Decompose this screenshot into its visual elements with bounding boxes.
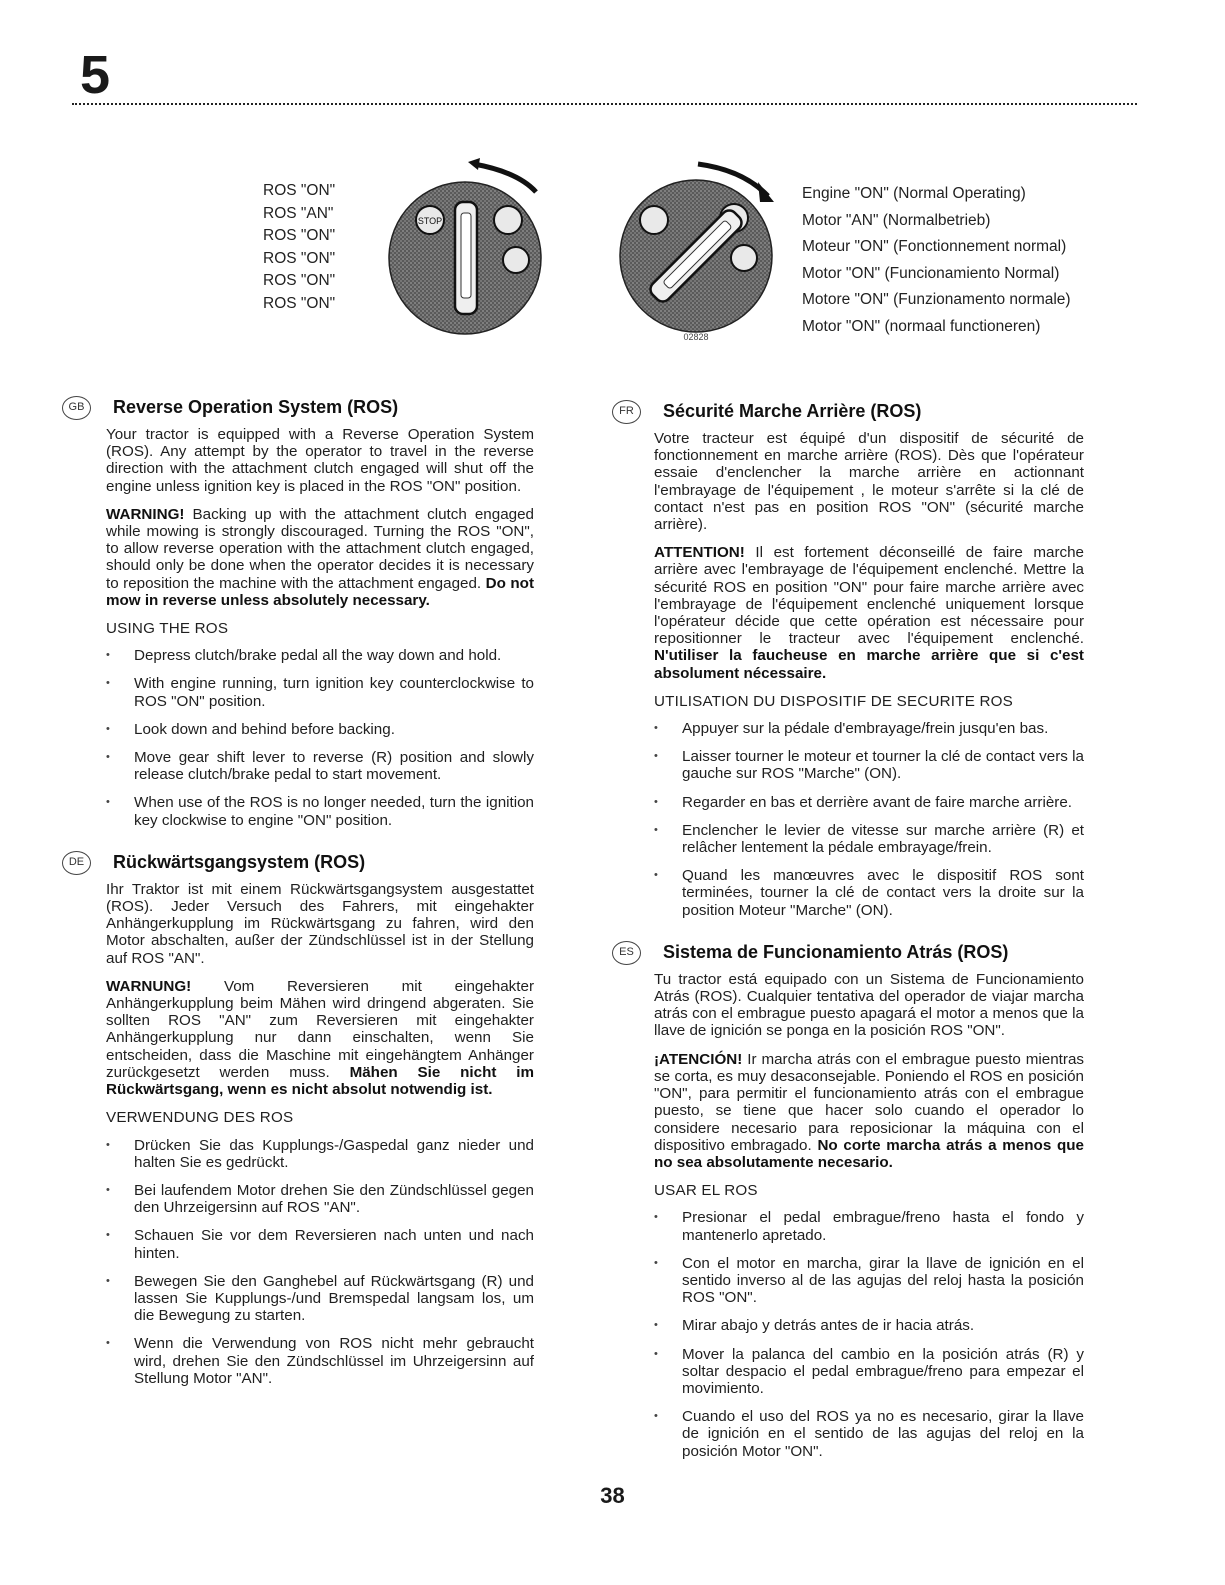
right-column: [612, 400, 1084, 1482]
warning-label: WARNUNG!: [106, 977, 192, 995]
intro-paragraph: Ihr Traktor ist mit einem Rückwärtsgangsystem ausgestattet (ROS). Jeder Versuch des Fahrers, mit eingehakter Anhängerkupplung im Rückwärtsgang zu fahren, wird den Motor abschalten, außer der Zündschlüssel ist in der Stellung auf ROS "AN".: [106, 880, 534, 967]
section-body: [106, 881, 534, 1387]
header-divider: [72, 103, 1137, 105]
warning-bold: N'utiliser la faucheuse en marche arrière que si c'est absolument nécessaire.: [654, 647, 1084, 682]
warning-text: Ir marcha atrás con el embrague puesto mientras se corta, es muy desaconsejable. Poniendo el ROS en posición "ON", para permitir el funcionamiento atrás con el embrague puesto, se tiene que hacer solo cuando el operador lo considere necesario para reposicionar la máquina con el dispositivo embragado.: [654, 1050, 1084, 1154]
list-item: • Depress clutch/brake pedal all the way down and hold.: [106, 647, 534, 664]
section-heading: [612, 400, 1084, 424]
warning-paragraph: [106, 978, 534, 1098]
section-body: [654, 971, 1084, 1460]
engine-label: Motor "ON" (Funcionamiento Normal): [802, 264, 1060, 282]
engine-label: Engine "ON" (Normal Operating): [802, 185, 1026, 202]
section-title: Sécurité Marche Arrière (ROS): [663, 401, 922, 422]
ros-label: ROS "ON": [263, 294, 336, 312]
list-item: • Regarder en bas et derrière avant de faire marche arrière.: [654, 794, 1084, 811]
subheading: UTILISATION DU DISPOSITIF DE SECURITE ROS: [654, 692, 1013, 710]
list-item: • Wenn die Verwendung von ROS nicht mehr gebraucht wird, drehen Sie den Zündschlüssel im Uhrzeigersinn auf Stellung Motor "AN".: [106, 1335, 534, 1387]
engine-label: Motor "AN" (Normalbetrieb): [802, 211, 991, 229]
language-badge-fr: FR: [612, 400, 641, 424]
list-item: • With engine running, turn ignition key counterclockwise to ROS "ON" position.: [106, 675, 534, 709]
list-item: • Enclencher le levier de vitesse sur marche arrière (R) et relâcher lentement la pédale embrayage/frein.: [654, 822, 1084, 856]
intro-paragraph: Your tractor is equipped with a Reverse Operation System (ROS). Any attempt by the operator to travel in the reverse direction with the attachment clutch engaged will shut off the engine unless ignition key is placed in the ROS "ON" position.: [106, 426, 534, 495]
engine-label-list: [802, 181, 1071, 341]
list-item: • Mirar abajo y detrás antes de ir hacia atrás.: [654, 1317, 1084, 1334]
section-title: Reverse Operation System (ROS): [113, 397, 399, 418]
engine-label: Motore "ON" (Funzionamento normale): [802, 291, 1071, 309]
section-de: [62, 851, 534, 1387]
instruction-list: [106, 647, 534, 829]
list-item: • Quand les manœuvres avec le dispositif ROS sont terminées, tourner la clé de contact vers la droite sur la position Moteur "Marche" (ON).: [654, 867, 1084, 919]
section-title: Rückwärtsgangsystem (ROS): [113, 852, 366, 873]
warning-text: Backing up with the attachment clutch engaged while mowing is strongly discouraged. Turning the ROS "ON", to allow reverse operation with the attachment clutch engaged, should only be done when the operator decides it is necessary to reposition the machine with the attachment engaged.: [106, 505, 534, 592]
warning-text: Vom Reversieren mit eingehakter Anhängerkupplung beim Mähen wird dringend abgeraten. Sie sollten ROS "AN" zum Reversieren mit eingehakter Anhängerkupplung nur dann einschalten, wenn Sie entscheiden, dass die Maschine mit eingehängtem Anhänger zurückgesetzt werden muss.: [106, 977, 534, 1081]
subheading: VERWENDUNG DES ROS: [106, 1109, 294, 1127]
engine-label: Motor "ON" (normaal functioneren): [802, 317, 1041, 335]
ros-label-list: [263, 180, 335, 315]
list-item: • Bei laufendem Motor drehen Sie den Zündschlüssel gegen den Uhrzeigersinn auf ROS "AN".: [106, 1182, 534, 1216]
intro-paragraph: Tu tractor está equipado con un Sistema de Funcionamiento Atrás (ROS). Cualquier tentativa del operador de viajar marcha atrás con el embrague puesto apagará el motor a menos que la llave de ignición se ponga en la posición ROS "ON".: [654, 970, 1084, 1040]
warning-label: WARNING!: [106, 505, 185, 523]
language-badge-gb: GB: [62, 396, 91, 420]
section-heading: [62, 851, 534, 875]
list-item: • Look down and behind before backing.: [106, 721, 534, 738]
instruction-list: [654, 720, 1084, 919]
list-item: • Con el motor en marcha, girar la llave de ignición en el sentido inverso al de las agujas del reloj hasta la posición ROS "ON".: [654, 1255, 1084, 1307]
warning-text: Il est fortement déconseillé de faire marche arrière avec l'embrayage de l'équipement enclenché. Mettre la sécurité ROS en position "ON" pour faire marche arrière avec l'embrayage de l'équipement enclenché uniquement lorsque l'opérateur décide que cette opération est nécessaire pour repositionner le tracteur avec l'équipement enclenché.: [654, 544, 1084, 648]
section-heading: [612, 941, 1084, 965]
subheading: USAR EL ROS: [654, 1182, 758, 1200]
instruction-list: [654, 1209, 1084, 1459]
warning-bold: Mähen Sie nicht im Rückwärtsgang, wenn es nicht absolut notwendig ist.: [106, 1063, 534, 1099]
section-heading: [62, 396, 534, 420]
section-body: [654, 430, 1084, 919]
warning-label: ATTENTION!: [654, 544, 745, 562]
list-item: • Cuando el uso del ROS ya no es necesario, girar la llave de ignición en el sentido de las agujas del reloj en la posición Motor "ON".: [654, 1408, 1084, 1460]
ignition-dial-engine-on-icon: [608, 158, 798, 343]
engine-label: Moteur "ON" (Fonctionnement normal): [802, 238, 1067, 256]
warning-paragraph: [654, 544, 1084, 682]
list-item: • Laisser tourner le moteur et tourner la clé de contact vers la gauche sur ROS "Marche" (ON).: [654, 748, 1084, 782]
section-title: Sistema de Funcionamiento Atrás (ROS): [663, 942, 1009, 963]
section-fr: [612, 400, 1084, 919]
list-item: • When use of the ROS is no longer needed, turn the ignition key clockwise to engine "ON" position.: [106, 794, 534, 828]
warning-bold: No corte marcha atrás a menos que no sea absolutamente necesario.: [654, 1136, 1084, 1171]
subheading: USING THE ROS: [106, 620, 229, 638]
figure-code: 02828: [683, 332, 709, 342]
ros-label: ROS "ON": [263, 272, 336, 289]
page-section-number: 5: [80, 45, 111, 105]
page-footer-number: 38: [600, 1483, 625, 1508]
language-badge-de: DE: [62, 851, 91, 875]
warning-paragraph: [106, 506, 534, 609]
warning-label: ¡ATENCIÓN!: [654, 1050, 743, 1068]
list-item: • Appuyer sur la pédale d'embrayage/frein jusqu'en bas.: [654, 720, 1084, 737]
section-es: [612, 941, 1084, 1460]
ros-label: ROS "AN": [263, 204, 334, 222]
left-column: [62, 396, 534, 1409]
list-item: • Presionar el pedal embrague/freno hasta el fondo y mantenerlo apretado.: [654, 1209, 1084, 1243]
ros-label: ROS "ON": [263, 182, 336, 199]
svg-text:STOP: STOP: [417, 216, 443, 226]
list-item: • Bewegen Sie den Ganghebel auf Rückwärtsgang (R) und lassen Sie Kupplungs-/und Bremspedal langsam los, um die Bewegung zu starten.: [106, 1273, 534, 1325]
instruction-list: [106, 1137, 534, 1387]
intro-paragraph: Votre tracteur est équipé d'un dispositif de sécurité de fonctionnement en marche arrière (ROS). Dès que l'opérateur essaie d'enclencher la marche arrière en actionnant l'embrayage de l'équipement , le moteur s'arrête si la clé de contact n'est pas en position ROS "ON" (sécurité marche arrière).: [654, 430, 1084, 534]
warning-paragraph: [654, 1051, 1084, 1171]
list-item: • Move gear shift lever to reverse (R) position and slowly release clutch/brake pedal to start movement.: [106, 749, 534, 783]
ignition-dial-ros-icon: [378, 158, 558, 343]
language-badge-es: ES: [612, 941, 641, 965]
warning-bold: Do not mow in reverse unless absolutely necessary.: [106, 574, 534, 609]
ros-label: ROS "ON": [263, 227, 336, 244]
ros-label: ROS "ON": [263, 249, 336, 267]
list-item: • Schauen Sie vor dem Reversieren nach unten und nach hinten.: [106, 1227, 534, 1261]
list-item: • Drücken Sie das Kupplungs-/Gaspedal ganz nieder und halten Sie es gedrückt.: [106, 1137, 534, 1171]
list-item: • Mover la palanca del cambio en la posición atrás (R) y soltar despacio el pedal embrague/freno para empezar el movimiento.: [654, 1346, 1084, 1398]
section-body: [106, 426, 534, 829]
section-gb: [62, 396, 534, 829]
